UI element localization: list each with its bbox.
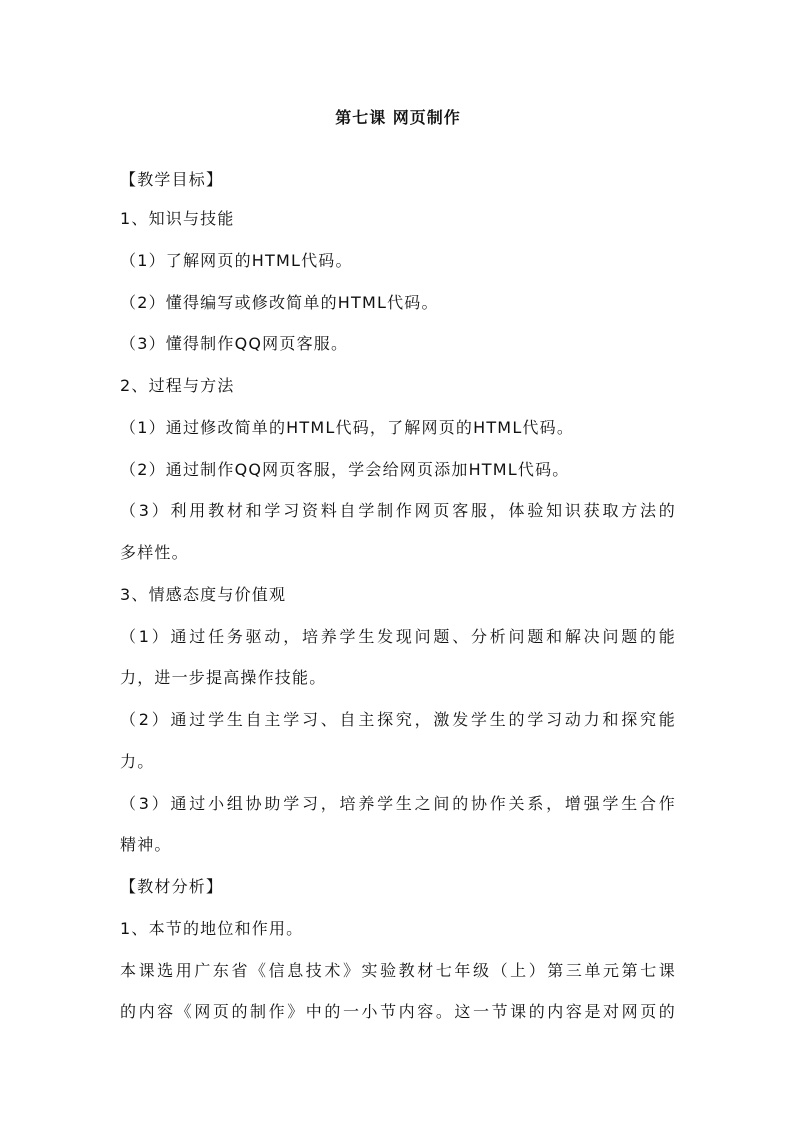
- subheading-emotion-values: 3、情感态度与价值观: [120, 585, 287, 604]
- document-title: 第七课 网页制作: [335, 108, 461, 127]
- text-line: 多样性。: [120, 543, 189, 562]
- section-heading-teaching-goals: 【教学目标】: [120, 170, 224, 189]
- text-line: 的内容《网页的制作》中的一小节内容。这一节课的内容是对网页的: [120, 1002, 676, 1021]
- text-line: （2）懂得编写或修改简单的HTML代码。: [120, 293, 439, 312]
- text-line: 精神。: [120, 835, 172, 854]
- text-line: （1）通过任务驱动，培养学生发现问题、分析问题和解决问题的能: [120, 627, 676, 646]
- subheading-position-role: 1、本节的地位和作用。: [120, 919, 304, 938]
- text-line: （2）通过制作QQ网页客服，学会给网页添加HTML代码。: [120, 460, 570, 479]
- subheading-knowledge-skills: 1、知识与技能: [120, 209, 235, 228]
- section-heading-material-analysis: 【教材分析】: [120, 877, 224, 896]
- subheading-process-methods: 2、过程与方法: [120, 376, 235, 395]
- text-line: 本课选用广东省《信息技术》实验教材七年级（上）第三单元第七课: [120, 961, 676, 980]
- text-line: 力。: [120, 752, 155, 771]
- text-line: （1）通过修改简单的HTML代码，了解网页的HTML代码。: [120, 418, 575, 437]
- text-line: （3）利用教材和学习资料自学制作网页客服，体验知识获取方法的: [120, 501, 676, 520]
- text-line: （3）通过小组协助学习，培养学生之间的协作关系，增强学生合作: [120, 794, 676, 813]
- document-page: [120, 0, 676, 1123]
- text-line: （2）通过学生自主学习、自主探究，激发学生的学习动力和探究能: [120, 710, 676, 729]
- text-line: 力，进一步提高操作技能。: [120, 668, 327, 687]
- text-line: （3）懂得制作QQ网页客服。: [120, 334, 349, 353]
- text-line: （1）了解网页的HTML代码。: [120, 251, 353, 270]
